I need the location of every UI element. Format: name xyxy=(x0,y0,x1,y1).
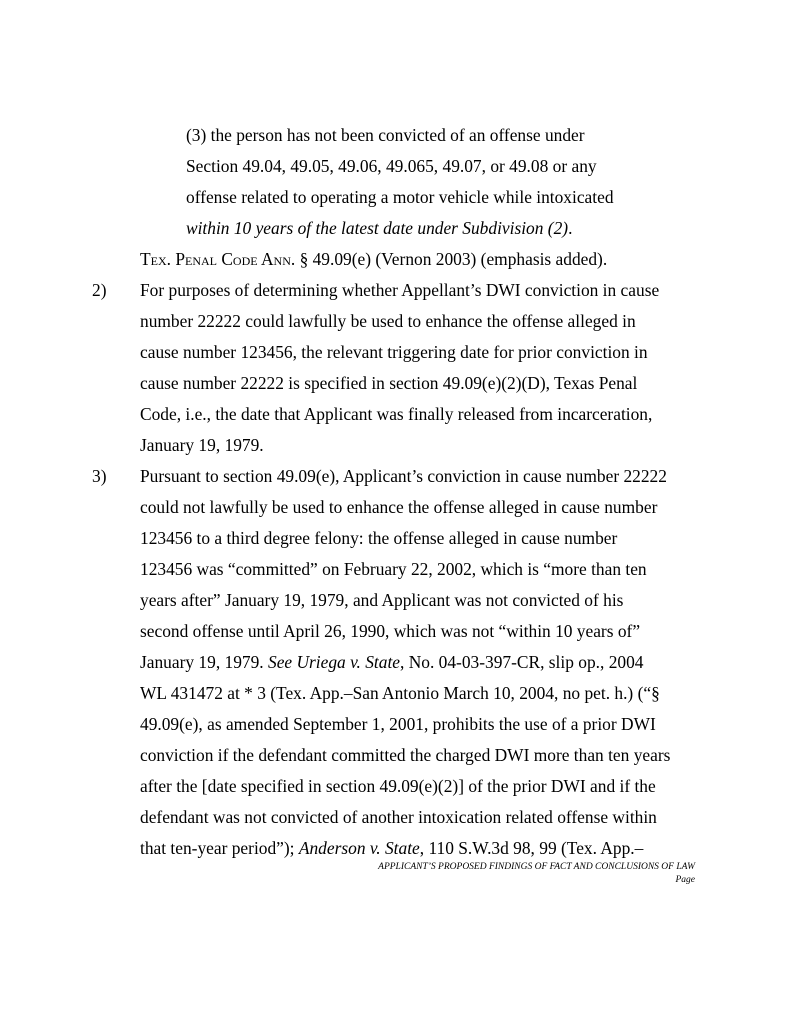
item-2-line-6: January 19, 1979. xyxy=(140,435,264,455)
item-3-line-10: conviction if the defendant committed the charged DWI more than ten years xyxy=(140,745,671,765)
item-3-line-7-start: January 19, 1979. xyxy=(140,652,268,672)
item-3-line-6: second offense until April 26, 1990, which was not “within 10 years of” xyxy=(140,621,641,641)
item-3-line-7 xyxy=(140,652,643,672)
item-3-line-5: years after” January 19, 1979, and Applicant was not convicted of his xyxy=(140,590,624,610)
quote-line-2: Section 49.04, 49.05, 49.06, 49.065, 49.07, or 49.08 or any xyxy=(186,156,597,176)
item-3-line-8: WL 431472 at * 3 (Tex. App.–San Antonio March 10, 2004, no pet. h.) (“§ xyxy=(140,683,660,703)
item-3-line-2: could not lawfully be used to enhance the offense alleged in cause number xyxy=(140,497,658,517)
statute-name: Tex. Penal Code Ann. xyxy=(140,249,296,269)
item-3-line-13-start: that ten-year period”); xyxy=(140,838,299,858)
item-2-line-4: cause number 22222 is specified in section 49.09(e)(2)(D), Texas Penal xyxy=(140,373,638,393)
item-3-line-11: after the [date specified in section 49.09(e)(2)] of the prior DWI and if the xyxy=(140,776,656,796)
quote-line-4-end: . xyxy=(568,218,573,238)
case-name-uriega: See Uriega v. State xyxy=(268,652,400,672)
item-3-line-7-end: , No. 04-03-397-CR, slip op., 2004 xyxy=(400,652,644,672)
statute-citation-rest: § 49.09(e) (Vernon 2003) (emphasis added). xyxy=(295,249,608,269)
footer-title: APPLICANT’S PROPOSED FINDINGS OF FACT AND CONCLUSIONS OF LAW xyxy=(378,862,695,872)
footer-page-label: Page xyxy=(675,875,695,885)
item-2-line-1: For purposes of determining whether Appellant’s DWI conviction in cause xyxy=(140,280,660,300)
item-3-line-9: 49.09(e), as amended September 1, 2001, prohibits the use of a prior DWI xyxy=(140,714,656,734)
item-2-line-3: cause number 123456, the relevant triggering date for prior conviction in xyxy=(140,342,648,362)
item-2-line-2: number 22222 could lawfully be used to enhance the offense alleged in xyxy=(140,311,636,331)
item-3-line-13-end: , 110 S.W.3d 98, 99 (Tex. App.– xyxy=(419,838,644,858)
item-3-line-1: Pursuant to section 49.09(e), Applicant’s conviction in cause number 22222 xyxy=(140,466,667,486)
quote-line-4 xyxy=(186,218,572,238)
item-3-line-12: defendant was not convicted of another intoxication related offense within xyxy=(140,807,657,827)
quote-line-3: offense related to operating a motor vehicle while intoxicated xyxy=(186,187,614,207)
case-name-anderson: Anderson v. State xyxy=(298,838,420,858)
item-3-line-4: 123456 was “committed” on February 22, 2002, which is “more than ten xyxy=(140,559,647,579)
item-3-line-3: 123456 to a third degree felony: the offense alleged in cause number xyxy=(140,528,618,548)
item-3-line-13 xyxy=(140,838,643,858)
item-2-line-5: Code, i.e., the date that Applicant was finally released from incarceration, xyxy=(140,404,653,424)
item-number-2: 2) xyxy=(92,280,107,300)
quote-emphasis: within 10 years of the latest date under Subdivision (2) xyxy=(186,218,569,238)
statute-citation xyxy=(140,249,607,269)
quote-line-1: (3) the person has not been convicted of an offense under xyxy=(186,125,585,145)
item-number-3: 3) xyxy=(92,466,107,486)
